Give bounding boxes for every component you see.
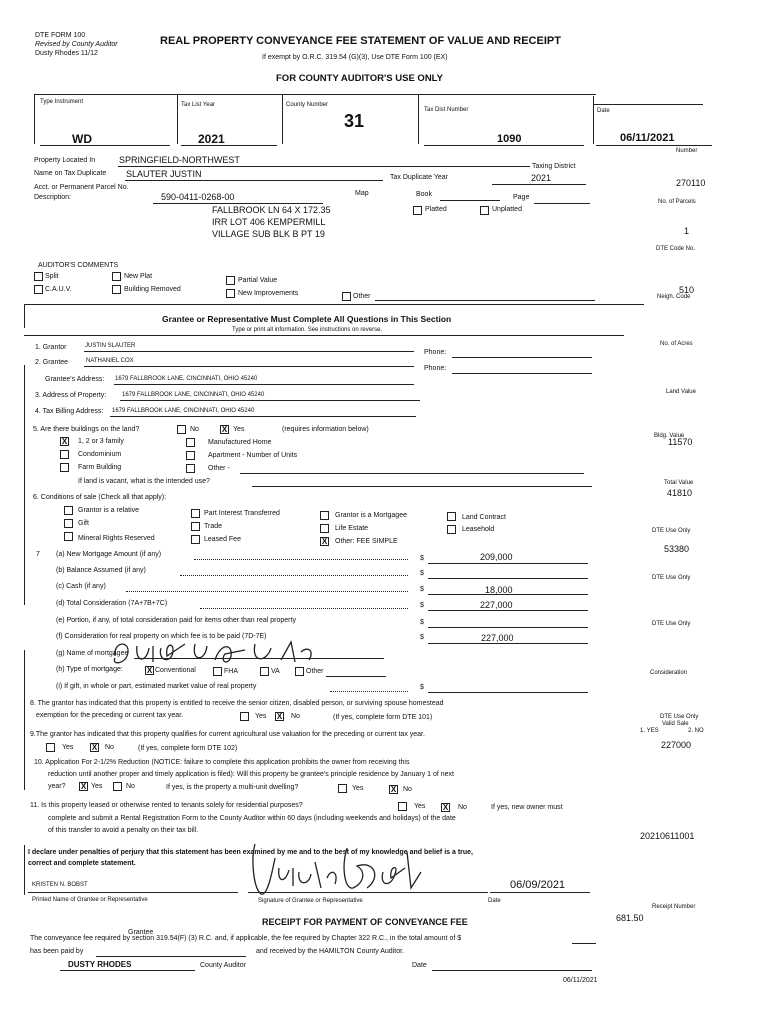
- q7-number: 7: [36, 551, 40, 558]
- acres-label: No. of Acres: [660, 341, 693, 347]
- part-interest-label: Part Interest Transferred: [204, 510, 280, 517]
- dte-use-1-label: DTE Use Only: [652, 528, 691, 534]
- condo-label: Condominium: [78, 451, 122, 458]
- receipt-date-label: Date: [412, 962, 427, 969]
- q7c-value: 18,000: [485, 585, 513, 595]
- q7f-dollar: $: [420, 634, 424, 641]
- q9-line-2: (If yes, complete form DTE 102): [138, 745, 238, 752]
- property-address-value: 1679 FALLBROOK LANE, CINCINNATI, OHIO 45240: [122, 392, 265, 398]
- bldg-value-label: Bldg. Value: [654, 433, 685, 439]
- other-condition-label: Other: FEE SIMPLE: [335, 538, 398, 545]
- building-removed-label: Building Removed: [124, 286, 181, 293]
- partial-value-label: Partial Value: [238, 277, 278, 284]
- new-improvements-checkbox[interactable]: [226, 289, 235, 298]
- q9-line-1: 9.The grantor has indicated that this property qualifies for current agricultural use valuation for the preceding or current tax year.: [30, 731, 425, 738]
- q11-no-label: No: [458, 804, 467, 811]
- q7a-label: (a) New Mortgage Amount (if any): [56, 551, 162, 558]
- tax-name-label: Name on Tax Duplicate: [34, 170, 107, 177]
- land-contract-checkbox[interactable]: [447, 512, 456, 521]
- q5-yes-label: Yes: [233, 426, 245, 433]
- unplatted-label: Unplatted: [492, 206, 522, 213]
- q11-no-checkbox[interactable]: X: [442, 803, 449, 812]
- dte-use-3-label: DTE Use Only: [652, 621, 691, 627]
- q10-multi-no-checkbox[interactable]: X: [390, 785, 397, 794]
- q10-no-label: No: [126, 783, 135, 790]
- q7b-label: (b) Balance Assumed (if any): [56, 567, 146, 574]
- type-instrument-label: Type Instrument: [40, 99, 84, 105]
- building-removed-checkbox[interactable]: [112, 285, 121, 294]
- split-label: Split: [45, 273, 59, 280]
- grantor-phone-label: Phone:: [424, 349, 447, 356]
- q10-yes-checkbox[interactable]: X: [80, 782, 87, 791]
- auditors-comments-title: AUDITOR'S COMMENTS: [38, 262, 119, 269]
- q7i-label: (i) If gift, in whole or part, estimated market value of real property: [56, 683, 257, 690]
- apartment-checkbox[interactable]: [186, 451, 195, 460]
- tax-dist-label: Tax Dist Number: [424, 107, 469, 113]
- q10-no-checkbox[interactable]: [113, 782, 122, 791]
- q5-no-checkbox[interactable]: [177, 425, 186, 434]
- parcel-label: Acct. or Permanent Parcel No.: [34, 184, 129, 191]
- vacant-land-question: If land is vacant, what is the intended use?: [78, 478, 210, 485]
- manufactured-checkbox[interactable]: [186, 438, 195, 447]
- tax-billing-label: 4. Tax Billing Address:: [35, 408, 104, 415]
- q10-line-4: If yes, is the property a multi-unit dwelling?: [166, 784, 299, 791]
- q7d-dollar: $: [420, 602, 424, 609]
- receipt-number-label: Receipt Number: [652, 904, 696, 910]
- q9-no-label: No: [105, 744, 114, 751]
- declaration-line-2: correct and complete statement.: [28, 860, 136, 867]
- q7a-dollar: $: [420, 555, 424, 562]
- auditor-use-heading: FOR COUNTY AUDITOR'S USE ONLY: [276, 73, 443, 84]
- grantee-phone-label: Phone:: [424, 365, 447, 372]
- grantor-label: 1. Grantor: [35, 344, 67, 351]
- consideration-value: 227000: [661, 740, 692, 750]
- dte-use-1-value: 53380: [664, 544, 690, 554]
- tax-dup-year-value: 2021: [531, 173, 552, 183]
- parcels-value: 1: [684, 226, 690, 236]
- bldg-value: 11570: [668, 437, 693, 447]
- q7i-dollar: $: [420, 684, 424, 691]
- land-contract-label: Land Contract: [462, 514, 506, 521]
- representative-signature: [235, 838, 435, 900]
- trade-checkbox[interactable]: [191, 522, 200, 531]
- q7c-label: (c) Cash (if any): [56, 583, 106, 590]
- receipt-title: RECEIPT FOR PAYMENT OF CONVEYANCE FEE: [262, 917, 468, 927]
- auditor-name: DUSTY RHODES: [68, 960, 132, 969]
- q10-line-1: 10. Application For 2-1/2% Reduction (NOTICE: failure to complete this application prohibits the owner from receiving this: [34, 759, 410, 766]
- other-building-checkbox[interactable]: [186, 464, 195, 473]
- signature-label: Signature of Grantee or Representative: [258, 898, 363, 904]
- farm-label: Farm Building: [78, 464, 122, 471]
- q7c-dollar: $: [420, 586, 424, 593]
- form-title: REAL PROPERTY CONVEYANCE FEE STATEMENT OF VALUE AND RECEIPT: [160, 35, 561, 47]
- comments-other-checkbox[interactable]: [342, 292, 351, 301]
- grantee-address-label: Grantee's Address:: [45, 376, 105, 383]
- leased-fee-label: Leased Fee: [204, 536, 241, 543]
- land-value-label: Land Value: [666, 389, 696, 395]
- property-located-label: Property Located In: [34, 157, 96, 164]
- life-estate-label: Life Estate: [335, 525, 369, 532]
- leasehold-checkbox[interactable]: [447, 525, 456, 534]
- other-building-label: Other -: [208, 465, 230, 472]
- sign-date-value: 06/09/2021: [510, 879, 566, 891]
- grantor-value: JUSTIN SLAUTER: [85, 343, 136, 349]
- date-value: 06/11/2021: [620, 132, 675, 144]
- q7e-label: (e) Portion, if any, of total consideration paid for items other than real property: [56, 617, 296, 624]
- q11-line-2: If yes, new owner must: [491, 804, 563, 811]
- receipt-paid-by-label: has been paid by: [30, 948, 84, 955]
- q8-line-3: (If yes, complete form DTE 101): [333, 714, 433, 721]
- q11-line-3: complete and submit a Rental Registration Form to the County Auditor within 60 days (including weekends and holidays) of the date: [48, 815, 456, 822]
- map-label: Map: [355, 190, 369, 197]
- q7e-dollar: $: [420, 619, 424, 626]
- receipt-number-value: 20210611001: [640, 831, 695, 841]
- q10-line-2: reduction until another proper and timely application is filed): Will this property be grantee's principle residence by January 1 of next: [48, 771, 454, 778]
- cauv-label: C.A.U.V.: [45, 286, 72, 293]
- q8-no-checkbox[interactable]: X: [276, 712, 283, 721]
- section-heading: Grantee or Representative Must Complete All Questions in This Section: [162, 314, 452, 324]
- q7h-label: (h) Type of mortgage:: [56, 666, 123, 673]
- apartment-label: Apartment - Number of Units: [208, 452, 298, 459]
- property-located-value: SPRINGFIELD-NORTHWEST: [119, 155, 240, 165]
- page-label: Page: [513, 194, 530, 201]
- mortgagee-label: Grantor is a Mortgagee: [335, 512, 407, 519]
- unplatted-checkbox[interactable]: [480, 206, 489, 215]
- q9-yes-checkbox[interactable]: [46, 743, 55, 752]
- q7d-value: 227,000: [480, 600, 513, 610]
- mortgage-other-label: Other: [306, 668, 324, 675]
- leased-fee-checkbox[interactable]: [191, 535, 200, 544]
- valid-sale-yes: 1. YES: [640, 728, 659, 734]
- fha-label: FHA: [224, 668, 238, 675]
- tax-dup-year-label: Tax Duplicate Year: [390, 174, 448, 181]
- exempt-note: If exempt by O.R.C. 319.54 (G)(3), Use DTE Form 100 (EX): [262, 54, 448, 61]
- grantee-address-value: 1679 FALLBROOK LANE, CINCINNATI, OHIO 45240: [115, 376, 258, 382]
- q9-yes-label: Yes: [62, 744, 74, 751]
- county-number-label: County Number: [286, 102, 329, 108]
- gift-checkbox[interactable]: [64, 519, 73, 528]
- q6-label: 6. Conditions of sale (Check all that apply):: [33, 494, 167, 501]
- date-label: Date: [597, 108, 610, 114]
- receipt-amount: 681.50: [616, 913, 644, 923]
- q5-label: 5. Are there buildings on the land?: [33, 426, 140, 433]
- q7f-label: (f) Consideration for real property on which fee is to be paid (7D-7E): [56, 633, 267, 640]
- comments-other-label: Other: [353, 293, 371, 300]
- number-value: 270110: [676, 178, 706, 188]
- mortgagee-checkbox[interactable]: [320, 511, 329, 520]
- q10-yes-label: Yes: [91, 783, 103, 790]
- representative-name: KRISTEN N. BOBST: [32, 882, 88, 888]
- revised-by: Dusty Rhodes 11/12: [35, 50, 98, 57]
- tax-billing-value: 1679 FALLBROOK LANE, CINCINNATI, OHIO 45240: [112, 408, 255, 414]
- conventional-checkbox[interactable]: X: [146, 666, 153, 675]
- q7f-value: 227,000: [481, 633, 514, 643]
- description-label: Description:: [34, 194, 71, 201]
- grantor-signature: [95, 636, 335, 672]
- q5-yes-checkbox[interactable]: X: [221, 425, 228, 434]
- declaration-line-1: I declare under penalties of perjury that this statement has been examined by me and to the best of my knowledge and belief is a true,: [28, 849, 473, 856]
- q11-line-4: of this transfer to avoid a penalty on their tax bill.: [48, 827, 199, 834]
- platted-checkbox[interactable]: [413, 206, 422, 215]
- new-plat-checkbox[interactable]: [112, 272, 121, 281]
- relative-checkbox[interactable]: [64, 506, 73, 515]
- q5-no-label: No: [190, 426, 199, 433]
- q7g-label: (g) Name of mortgagee: [56, 650, 129, 657]
- type-instrument-value: WD: [72, 132, 92, 146]
- receipt-line-1: The conveyance fee required by section 319.54(F) (3) R.C. and, if applicable, the fee required by Chapter 322 R.C., in the total amount of $: [30, 935, 462, 942]
- q10-multi-yes-checkbox[interactable]: [338, 784, 347, 793]
- book-label: Book: [416, 191, 432, 198]
- q7d-label: (d) Total Consideration (7A+7B+7C): [56, 600, 168, 607]
- q8-line-2: exemption for the preceding or current tax year.: [36, 712, 184, 719]
- q10-multi-yes-label: Yes: [352, 785, 364, 792]
- partial-value-checkbox[interactable]: [226, 276, 235, 285]
- grantee-label: 2. Grantee: [35, 359, 69, 366]
- total-value: 41810: [667, 488, 693, 498]
- total-value-label: Total Value: [664, 480, 694, 486]
- grantee-value: NATHANIEL COX: [86, 358, 134, 364]
- parcel-value: 590-0411-0268-00: [161, 192, 235, 202]
- q8-yes-checkbox[interactable]: [240, 712, 249, 721]
- q5-requires-note: (requires information below): [282, 426, 369, 433]
- leasehold-label: Leasehold: [462, 526, 495, 533]
- valid-sale-label: Valid Sale: [662, 721, 689, 727]
- split-checkbox[interactable]: [34, 272, 43, 281]
- farm-checkbox[interactable]: [60, 463, 69, 472]
- property-address-label: 3. Address of Property:: [35, 392, 107, 399]
- va-label: VA: [271, 668, 280, 675]
- neigh-code-label: Neigh. Code: [657, 294, 691, 300]
- q8-yes-label: Yes: [255, 713, 267, 720]
- mineral-checkbox[interactable]: [64, 532, 73, 541]
- taxing-district-label: Taxing District: [532, 163, 576, 170]
- q10-multi-no-label: No: [403, 786, 412, 793]
- family-checkbox[interactable]: X: [61, 437, 68, 446]
- q10-line-3: year?: [48, 783, 66, 790]
- parcels-label: No. of Parcels: [658, 199, 696, 205]
- q11-yes-checkbox[interactable]: [398, 802, 407, 811]
- description-line-1: FALLBROOK LN 64 X 172.35: [212, 205, 331, 215]
- form-id: DTE FORM 100: [35, 32, 86, 39]
- q9-no-checkbox[interactable]: X: [91, 743, 98, 752]
- description-line-2: IRR LOT 406 KEMPERMILL: [212, 217, 326, 227]
- q11-line-1: 11. Is this property leased or otherwise rented to tenants solely for residential purposes?: [30, 802, 303, 809]
- conventional-label: Conventional: [155, 667, 196, 674]
- printed-name-label: Printed Name of Grantee or Representative: [32, 897, 148, 903]
- county-auditor-label: County Auditor: [200, 962, 246, 969]
- revised-note: Revised by County Auditor: [35, 41, 118, 48]
- receipt-received-note: and received by the HAMILTON County Auditor.: [256, 948, 404, 955]
- receipt-grantee-overlay: Grantee: [128, 929, 154, 936]
- manufactured-label: Manufactured Home: [208, 439, 272, 446]
- trade-label: Trade: [204, 523, 223, 530]
- valid-sale-no: 2. NO: [688, 728, 704, 734]
- neigh-code-value: 510: [679, 285, 695, 295]
- dte-use-4-label: DTE Use Only: [660, 714, 699, 720]
- q8-no-label: No: [291, 713, 300, 720]
- new-plat-label: New Plat: [124, 273, 153, 280]
- other-condition-checkbox[interactable]: X: [321, 537, 328, 546]
- tax-list-year-label: Tax List Year: [181, 102, 216, 108]
- receipt-date-value: 06/11/2021: [563, 977, 598, 984]
- gift-label: Gift: [78, 520, 89, 527]
- cauv-checkbox[interactable]: [34, 285, 43, 294]
- sign-date-label: Date: [488, 898, 501, 904]
- new-improvements-label: New Improvements: [238, 290, 299, 297]
- tax-name-value: SLAUTER JUSTIN: [126, 169, 202, 179]
- section-subheading: Type or print all information. See instructions on reverse.: [232, 327, 383, 333]
- q7a-value: 209,000: [480, 552, 513, 562]
- relative-label: Grantor is a relative: [78, 507, 140, 514]
- family-label: 1, 2 or 3 family: [78, 438, 124, 445]
- q8-line-1: 8. The grantor has indicated that this property is entitled to receive the senior citizen, disabled person, or surviving spouse homestead: [30, 700, 444, 707]
- dte-code-label: DTE Code No.: [656, 246, 696, 252]
- consideration-label: Consideration: [650, 670, 688, 676]
- tax-dist-value: 1090: [497, 133, 522, 145]
- number-label: Number: [676, 148, 698, 154]
- description-line-3: VILLAGE SUB BLK B PT 19: [212, 229, 325, 239]
- tax-list-year-value: 2021: [198, 132, 225, 146]
- platted-label: Platted: [425, 206, 447, 213]
- life-estate-checkbox[interactable]: [320, 524, 329, 533]
- mineral-label: Mineral Rights Reserved: [78, 535, 155, 542]
- q11-yes-label: Yes: [414, 803, 426, 810]
- q7b-dollar: $: [420, 570, 424, 577]
- condo-checkbox[interactable]: [60, 450, 69, 459]
- dte-use-2-label: DTE Use Only: [652, 575, 691, 581]
- part-interest-checkbox[interactable]: [191, 509, 200, 518]
- county-number-value: 31: [344, 111, 365, 131]
